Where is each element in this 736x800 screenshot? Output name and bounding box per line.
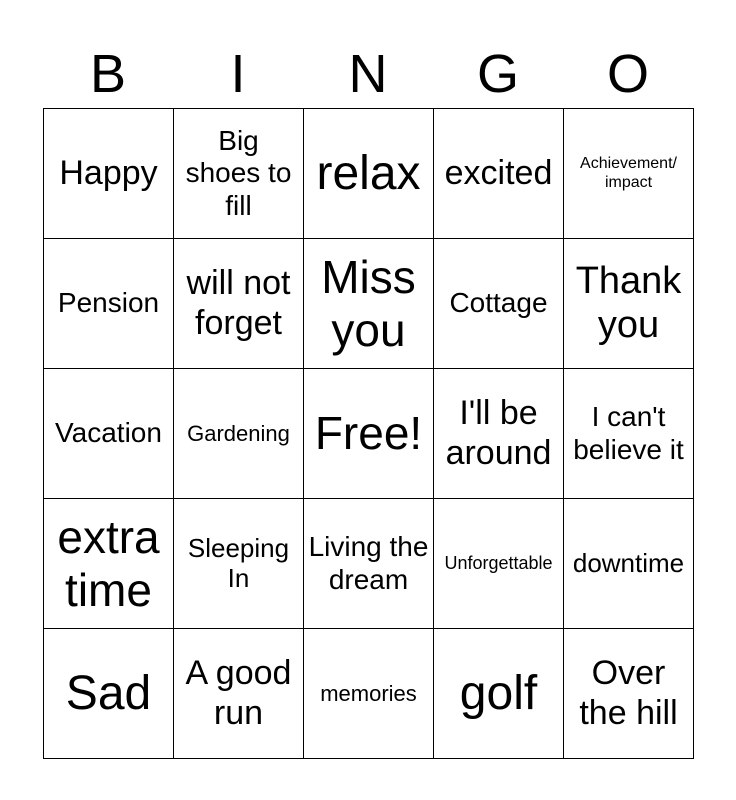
bingo-cell[interactable]: Big shoes to fill — [174, 109, 304, 239]
bingo-cell[interactable]: Gardening — [174, 369, 304, 499]
bingo-cell[interactable]: excited — [434, 109, 564, 239]
board-row — [44, 239, 694, 369]
board-row — [44, 109, 694, 239]
bingo-cell[interactable]: Over the hill — [564, 629, 694, 759]
bingo-cell[interactable]: Sad — [44, 629, 174, 759]
header-letter-b: B — [89, 44, 127, 104]
bingo-cell[interactable]: Vacation — [44, 369, 174, 499]
bingo-cell[interactable]: Achievement/ impact — [564, 109, 694, 239]
bingo-cell[interactable]: A good run — [174, 629, 304, 759]
header-letter-n: N — [348, 44, 388, 104]
header-letter-i: I — [230, 44, 246, 104]
bingo-cell[interactable]: Living the dream — [304, 499, 434, 629]
board-row — [44, 499, 694, 629]
header-letter-g: G — [476, 44, 519, 104]
bingo-cell[interactable]: will not forget — [174, 239, 304, 369]
bingo-cell[interactable]: Free! — [304, 369, 434, 499]
bingo-cell[interactable]: Miss you — [304, 239, 434, 369]
board-row — [44, 629, 694, 759]
bingo-cell[interactable]: Cottage — [434, 239, 564, 369]
bingo-cell[interactable]: extra time — [44, 499, 174, 629]
bingo-cell[interactable]: memories — [304, 629, 434, 759]
bingo-cell[interactable]: Thank you — [564, 239, 694, 369]
bingo-cell[interactable]: Pension — [44, 239, 174, 369]
bingo-cell[interactable]: Happy — [44, 109, 174, 239]
bingo-cell[interactable]: relax — [304, 109, 434, 239]
bingo-board — [43, 108, 694, 759]
bingo-cell[interactable]: Sleeping In — [174, 499, 304, 629]
header-letter-o: O — [606, 44, 649, 104]
bingo-cell[interactable]: I can't believe it — [564, 369, 694, 499]
board-row — [44, 369, 694, 499]
bingo-header — [43, 40, 693, 108]
bingo-cell[interactable]: downtime — [564, 499, 694, 629]
bingo-cell[interactable]: I'll be around — [434, 369, 564, 499]
bingo-cell[interactable]: Unforgettable — [434, 499, 564, 629]
bingo-cell[interactable]: golf — [434, 629, 564, 759]
